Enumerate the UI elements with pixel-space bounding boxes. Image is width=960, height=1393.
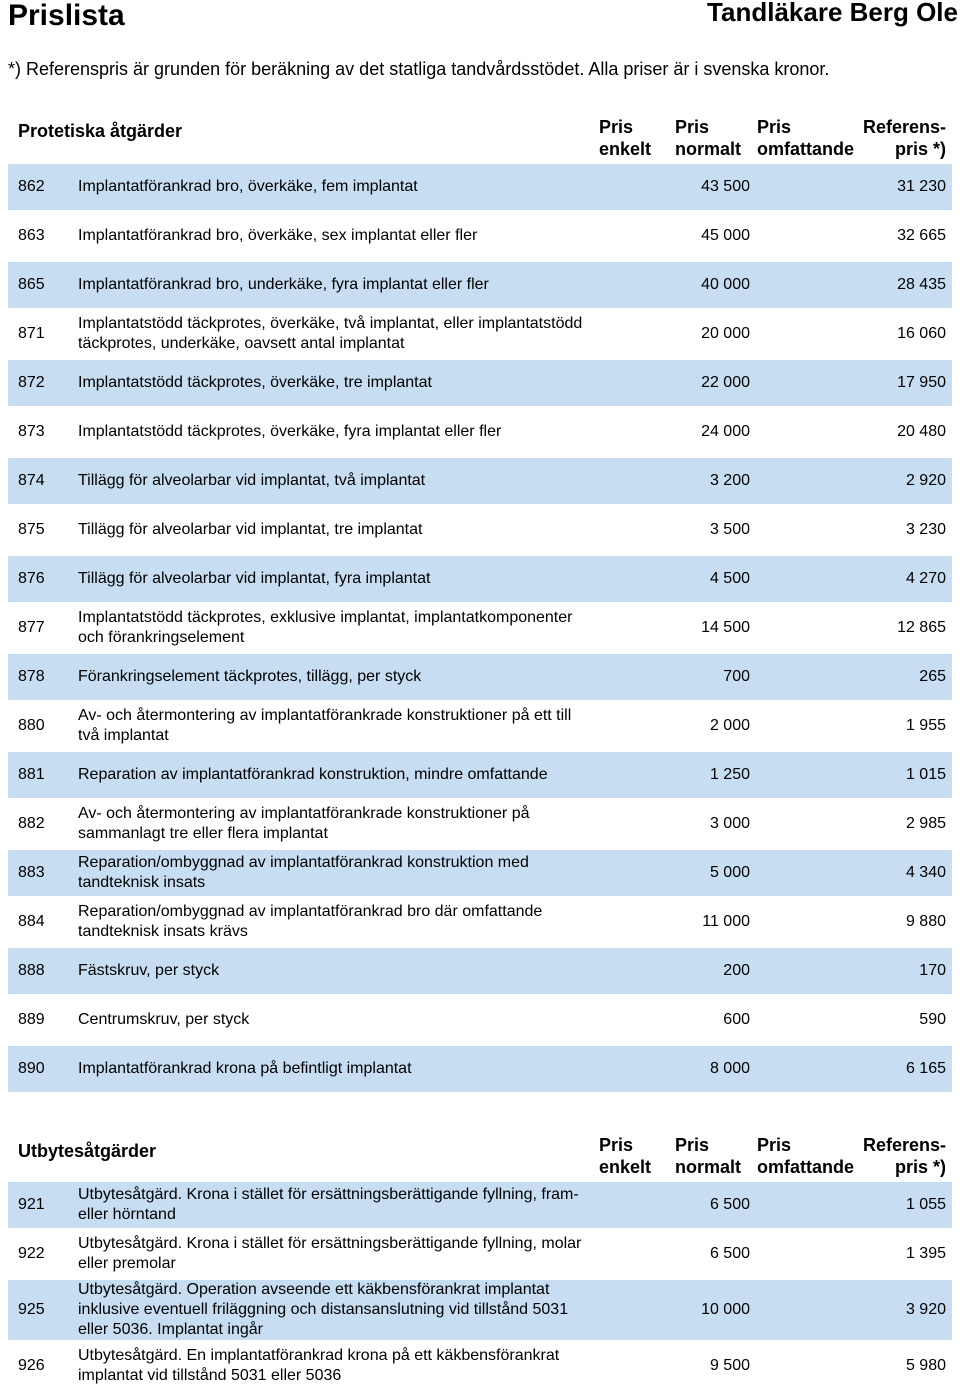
row-reference-price: 20 480: [897, 423, 946, 440]
table-row: [8, 311, 952, 357]
row-code: 925: [18, 1301, 45, 1318]
page-title: Prislista: [8, 0, 125, 32]
row-reference-price: 3 920: [905, 1301, 946, 1318]
row-code: 882: [18, 815, 45, 832]
col-header-referens: Referens- pris *): [862, 117, 946, 159]
row-description: Centrumskruv, per styck: [78, 1011, 250, 1028]
row-price-normalt: 4 500: [709, 570, 750, 587]
table-row: [8, 360, 952, 406]
row-price-normalt: 5 000: [709, 864, 750, 881]
row-description: Utbytesåtgärd. Operation avseende ett käkbensförankrat implantat inklusive eventuell friläggning och distansanslutning vid tillstånd 5031 eller 5036. Implantat ingår: [78, 1281, 569, 1338]
table-row: [8, 1231, 952, 1277]
row-description: Förankringselement täckprotes, tillägg, per styck: [78, 668, 422, 685]
row-reference-price: 4 340: [905, 864, 946, 881]
col-header-normalt: Pris normalt: [675, 1135, 742, 1177]
row-reference-price: 12 865: [897, 619, 946, 636]
table-row: [8, 1343, 952, 1389]
row-price-normalt: 43 500: [701, 178, 750, 195]
row-reference-price: 2 920: [905, 472, 946, 489]
row-code: 874: [18, 472, 45, 489]
table-row: [8, 997, 952, 1043]
row-reference-price: 2 985: [905, 815, 946, 832]
table-row: [8, 164, 952, 210]
price-rows: [8, 164, 952, 1092]
table-row: [8, 850, 952, 896]
row-description: Reparation/ombyggnad av implantatförankrad bro där omfattande tandteknisk insats krävs: [78, 903, 543, 940]
row-reference-price: 6 165: [905, 1060, 946, 1077]
row-description: Utbytesåtgärd. Krona i stället för ersättningsberättigande fyllning, fram- eller hörntand: [78, 1186, 579, 1223]
col-header-referens: Referens- pris *): [862, 1135, 946, 1177]
section-utbytes: [8, 1134, 952, 1392]
section-header: [8, 1134, 952, 1182]
table-row: [8, 899, 952, 945]
row-price-normalt: 22 000: [701, 374, 750, 391]
row-description: Implantatstödd täckprotes, överkäke, tre implantat: [78, 374, 432, 391]
row-description: Av- och återmontering av implantatförankrade konstruktioner på sammanlagt tre eller flera implantat: [78, 805, 530, 842]
table-row: [8, 213, 952, 259]
row-price-normalt: 8 000: [709, 1060, 750, 1077]
col-header-enkelt: Pris enkelt: [599, 117, 652, 159]
row-price-normalt: 20 000: [701, 325, 750, 342]
row-price-normalt: 700: [723, 668, 750, 685]
row-price-normalt: 24 000: [701, 423, 750, 440]
row-price-normalt: 45 000: [701, 227, 750, 244]
row-code: 878: [18, 668, 45, 685]
row-price-normalt: 3 000: [709, 815, 750, 832]
row-price-normalt: 6 500: [709, 1245, 750, 1262]
section-header: [8, 116, 952, 164]
row-reference-price: 9 880: [905, 913, 946, 930]
row-reference-price: 28 435: [897, 276, 946, 293]
reference-note: *) Referenspris är grunden för beräkning av det statliga tandvårdsstödet. Alla priser är i svenska kronor.: [8, 59, 830, 79]
section-title: Protetiska åtgärder: [18, 121, 183, 141]
row-reference-price: 1 015: [905, 766, 946, 783]
col-header-normalt: Pris normalt: [675, 117, 742, 159]
table-row: [8, 605, 952, 651]
row-code: 883: [18, 864, 45, 881]
row-price-normalt: 9 500: [709, 1357, 750, 1374]
table-row: [8, 262, 952, 308]
table-row: [8, 703, 952, 749]
row-code: 884: [18, 913, 45, 930]
table-row: [8, 1046, 952, 1092]
row-reference-price: 5 980: [905, 1357, 946, 1374]
row-description: Implantatförankrad bro, överkäke, sex implantat eller fler: [78, 227, 478, 244]
row-description: Implantatstödd täckprotes, överkäke, fyra implantat eller fler: [78, 423, 502, 440]
row-price-normalt: 3 200: [709, 472, 750, 489]
table-row: [8, 1280, 952, 1340]
row-code: 880: [18, 717, 45, 734]
row-description: Reparation av implantatförankrad konstruktion, mindre omfattande: [78, 766, 548, 783]
row-code: 888: [18, 962, 45, 979]
row-price-normalt: 40 000: [701, 276, 750, 293]
row-description: Reparation/ombyggnad av implantatförankrad konstruktion med tandteknisk insats: [78, 854, 529, 891]
row-code: 862: [18, 178, 45, 195]
row-code: 871: [18, 325, 45, 342]
row-code: 875: [18, 521, 45, 538]
row-code: 926: [18, 1357, 45, 1374]
row-code: 876: [18, 570, 45, 587]
row-code: 877: [18, 619, 45, 636]
row-description: Implantatstödd täckprotes, exklusive implantat, implantatkomponenter och förankringselement: [78, 609, 573, 646]
row-description: Implantatförankrad krona på befintligt implantat: [78, 1060, 412, 1077]
row-description: Av- och återmontering av implantatförankrade konstruktioner på ett till två implantat: [78, 707, 572, 744]
row-reference-price: 3 230: [905, 521, 946, 538]
row-reference-price: 17 950: [897, 374, 946, 391]
row-code: 873: [18, 423, 45, 440]
section-protetiska: [8, 116, 952, 1095]
table-row: [8, 1182, 952, 1228]
row-price-normalt: 6 500: [709, 1196, 750, 1213]
row-description: Tillägg för alveolarbar vid implantat, två implantat: [78, 472, 426, 489]
table-row: [8, 507, 952, 553]
row-reference-price: 1 395: [905, 1245, 946, 1262]
row-price-normalt: 14 500: [701, 619, 750, 636]
col-header-omfattande: Pris omfattande: [757, 117, 855, 159]
row-reference-price: 1 055: [905, 1196, 946, 1213]
row-reference-price: 170: [919, 962, 946, 979]
row-description: Implantatförankrad bro, underkäke, fyra implantat eller fler: [78, 276, 489, 293]
row-code: 921: [18, 1196, 45, 1213]
col-header-enkelt: Pris enkelt: [599, 1135, 652, 1177]
row-price-normalt: 11 000: [702, 913, 750, 930]
row-code: 922: [18, 1245, 45, 1262]
row-price-normalt: 200: [723, 962, 750, 979]
table-row: [8, 948, 952, 994]
row-price-normalt: 10 000: [701, 1301, 750, 1318]
row-reference-price: 16 060: [897, 325, 946, 342]
row-code: 890: [18, 1060, 45, 1077]
row-code: 865: [18, 276, 45, 293]
row-price-normalt: 2 000: [709, 717, 750, 734]
table-row: [8, 752, 952, 798]
row-reference-price: 265: [919, 668, 946, 685]
col-header-omfattande: Pris omfattande: [757, 1135, 855, 1177]
row-code: 863: [18, 227, 45, 244]
row-price-normalt: 3 500: [709, 521, 750, 538]
table-row: [8, 556, 952, 602]
row-description: Tillägg för alveolarbar vid implantat, fyra implantat: [78, 570, 431, 587]
row-description: Utbytesåtgärd. En implantatförankrad krona på ett käkbensförankrat implantat vid tillstånd 5031 eller 5036: [78, 1347, 560, 1384]
table-row: [8, 409, 952, 455]
table-row: [8, 801, 952, 847]
row-reference-price: 590: [919, 1011, 946, 1028]
row-description: Fästskruv, per styck: [78, 962, 220, 979]
row-code: 872: [18, 374, 45, 391]
table-row: [8, 654, 952, 700]
price-rows: [8, 1182, 952, 1389]
row-price-normalt: 1 250: [709, 766, 750, 783]
row-reference-price: 31 230: [897, 178, 946, 195]
row-reference-price: 4 270: [905, 570, 946, 587]
row-description: Utbytesåtgärd. Krona i stället för ersättningsberättigande fyllning, molar eller premolar: [78, 1235, 582, 1272]
row-price-normalt: 600: [723, 1011, 750, 1028]
clinic-name: Tandläkare Berg Ole: [707, 0, 958, 27]
row-code: 889: [18, 1011, 45, 1028]
row-reference-price: 32 665: [897, 227, 946, 244]
table-row: [8, 458, 952, 504]
row-description: Implantatförankrad bro, överkäke, fem implantat: [78, 178, 418, 195]
row-reference-price: 1 955: [905, 717, 946, 734]
row-description: Implantatstödd täckprotes, överkäke, två implantat, eller implantatstödd täckprotes, underkäke, oavsett antal implantat: [78, 315, 583, 352]
row-description: Tillägg för alveolarbar vid implantat, tre implantat: [78, 521, 423, 538]
section-title: Utbytesåtgärder: [18, 1141, 157, 1161]
row-code: 881: [18, 766, 45, 783]
